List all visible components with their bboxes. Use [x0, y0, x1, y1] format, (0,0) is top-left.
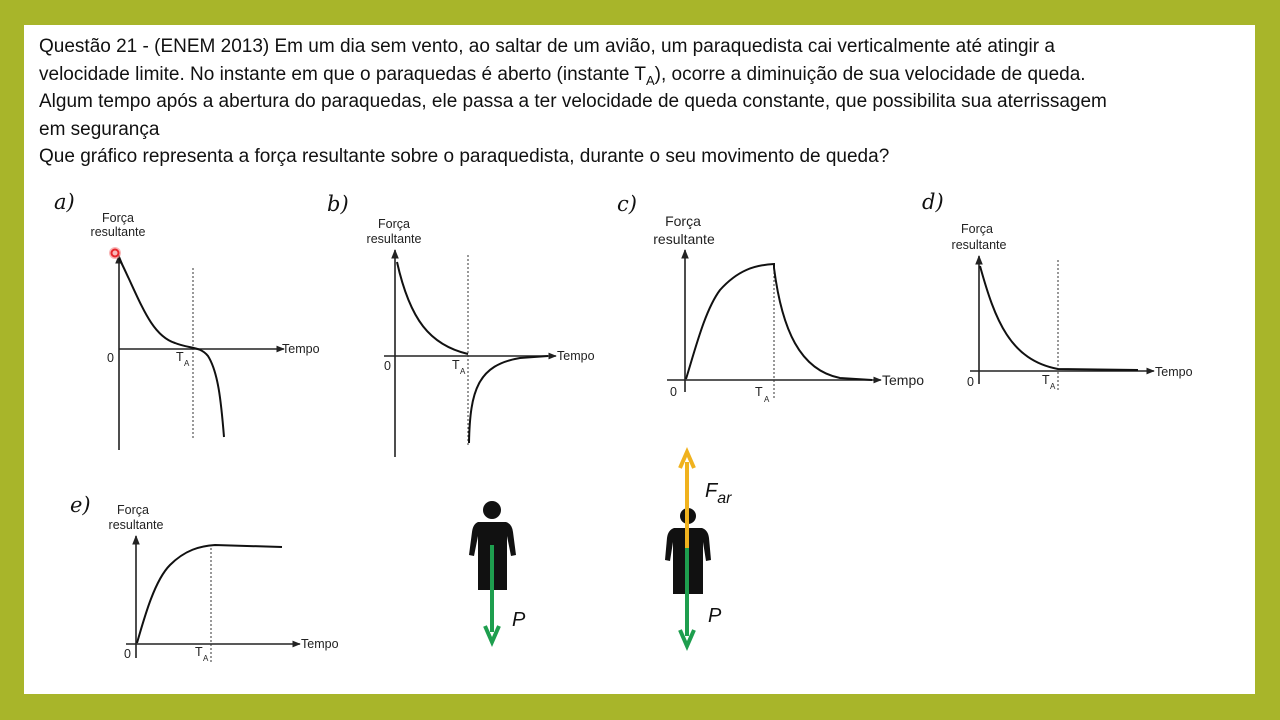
question-line-2-post: ), ocorre a diminuição de sua velocidade de queda. [654, 63, 1086, 85]
y-axis-label-line2: resultante [90, 225, 146, 239]
question-line-1: Questão 21 - (ENEM 2013) Em um dia sem vento, ao saltar de um avião, um paraquedista cai verticalmente até atingir a [39, 36, 1055, 57]
origin-label: 0 [670, 385, 677, 399]
option-b-label: b) [327, 192, 349, 216]
ta-label: T [1042, 373, 1050, 387]
curve-d [980, 266, 1138, 370]
curve-b-before [397, 262, 468, 354]
graph-b[interactable] [327, 192, 595, 457]
y-axis-label-line1: Força [961, 222, 993, 236]
y-axis-label-line2: resultante [108, 518, 164, 532]
graph-c[interactable] [617, 192, 924, 404]
x-axis-label: Tempo [557, 349, 595, 363]
x-axis-label: Tempo [282, 342, 320, 356]
ta-label: T [755, 385, 763, 399]
origin-label: 0 [107, 351, 114, 365]
y-axis-label-line2: resultante [366, 232, 422, 246]
origin-label: 0 [967, 375, 974, 389]
curve-e [137, 545, 282, 643]
ta-label-sub: A [184, 359, 190, 368]
question-line-5: Que gráfico representa a força resultante sobre o paraquedista, durante o seu movimento de queda? [39, 146, 890, 167]
option-e-label: e) [70, 493, 91, 517]
curve-a [119, 258, 224, 437]
y-axis-label-line2: resultante [951, 238, 1007, 252]
curve-c [686, 264, 872, 380]
y-axis-label-line1: Força [378, 217, 410, 231]
question-line-2-pre: velocidade limite. No instante em que o paraquedas é aberto (instante T [39, 63, 646, 85]
option-c-label: c) [617, 192, 637, 216]
ta-label: T [176, 350, 184, 364]
weight-label: P [708, 605, 722, 627]
y-axis-label-line1: Força [117, 503, 149, 517]
question-line-4: em segurança [39, 118, 160, 140]
y-axis-label-line1: Força [102, 211, 134, 225]
origin-label: 0 [124, 647, 131, 661]
y-axis-label-line2: resultante [653, 231, 715, 247]
weight-label: P [512, 609, 526, 631]
y-axis-label-line1: Força [665, 213, 701, 229]
question-line-3: Algum tempo após a abertura do paraquedas, ele passa a ter velocidade de queda constante, que possibilita sua aterrissagem [39, 91, 1107, 112]
ta-label-sub: A [764, 395, 770, 404]
ta-label-sub: A [203, 654, 209, 663]
graph-d[interactable] [922, 190, 1193, 391]
origin-label: 0 [384, 359, 391, 373]
ta-label-sub: A [460, 367, 466, 376]
force-diagram-weight [469, 501, 526, 642]
air-resistance-label: $F_{ar}$ [705, 480, 732, 507]
ta-label: T [195, 645, 203, 659]
x-axis-label: Tempo [882, 372, 925, 388]
graph-e[interactable] [70, 493, 339, 664]
x-axis-label: Tempo [1155, 365, 1193, 379]
option-a-label: a) [54, 190, 75, 214]
ta-subscript: A [645, 72, 655, 88]
ta-label-sub: A [1050, 382, 1056, 391]
graph-a[interactable] [54, 190, 320, 450]
x-axis-label: Tempo [301, 637, 339, 651]
ta-label: T [452, 358, 460, 372]
option-d-label: d) [922, 190, 944, 214]
force-diagram-weight-air [665, 452, 732, 646]
curve-b-after [469, 356, 548, 443]
